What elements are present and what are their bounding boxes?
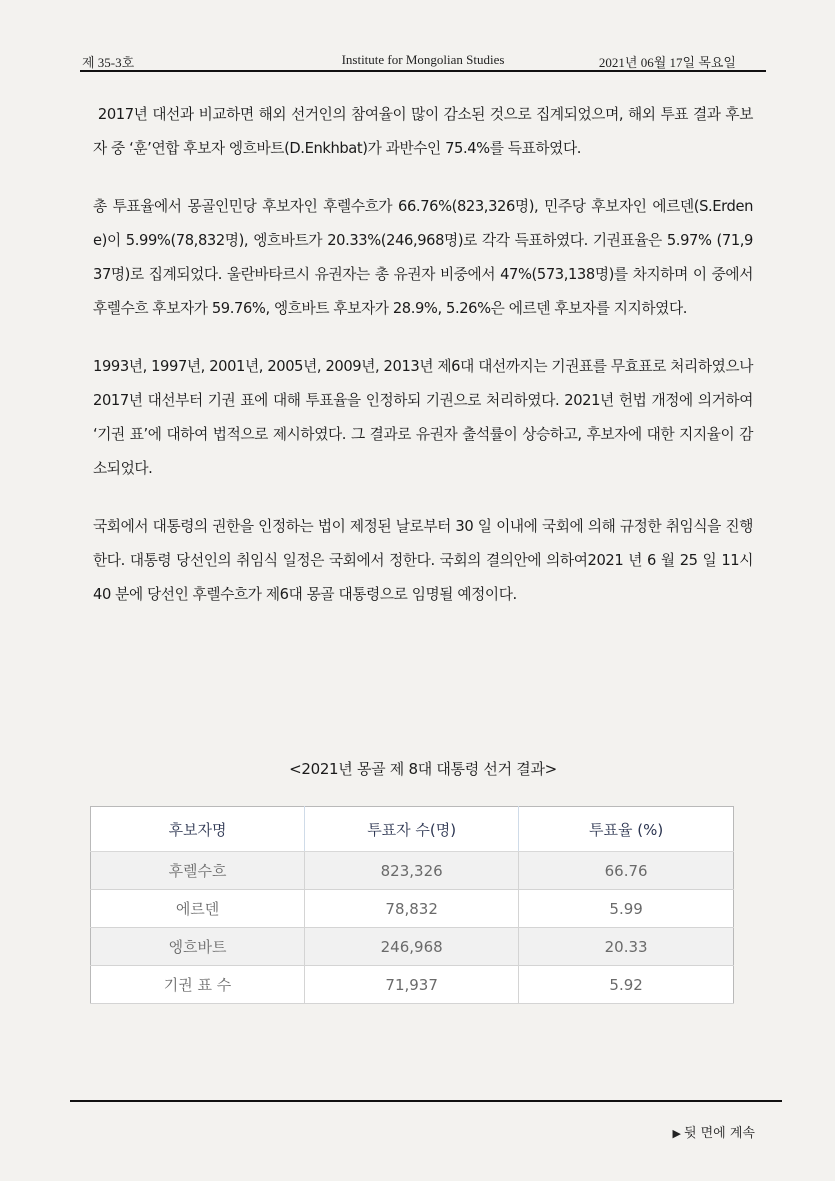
table-header-row (91, 807, 734, 852)
table-row (91, 852, 734, 890)
paragraph-3: 1993년, 1997년, 2001년, 2005년, 2009년, 2013년 제6대 대선까지는 기권표를 무효표로 처리하였으나2017년 대선부터 기권 표에 대해 투표율을 인정하되 기권으로 처리하였다. 2021년 헌법 개정에 의거하여 ‘기권 표’에 대하여 법적으로 제시하였다. 그 결과로 유권자 출석률이 상승하고, 후보자에 대한 지지율이 감소되었다. (93, 358, 753, 477)
candidate-name: 에르덴 (91, 890, 305, 928)
candidate-name: 후렐수흐 (91, 852, 305, 890)
continue-notice (672, 1122, 755, 1141)
vote-count: 246,968 (305, 928, 519, 966)
vote-count: 78,832 (305, 890, 519, 928)
vote-count: 71,937 (305, 966, 519, 1004)
table-row (91, 928, 734, 966)
table-caption: <2021년 몽골 제 8대 대통령 선거 결과> (289, 760, 557, 778)
table-row (91, 890, 734, 928)
continue-text: 뒷 면에 계속 (683, 1126, 755, 1141)
header-divider (80, 70, 766, 72)
column-header-candidate: 후보자명 (91, 807, 305, 852)
paragraph-1: 2017년 대선과 비교하면 해외 선거인의 참여율이 많이 감소된 것으로 집계되었으며, 해외 투표 결과 후보자 중 ‘훈’연합 후보자 엥흐바트(D.Enkhbat)가 과반수인 75.4%를 득표하였다. (93, 106, 753, 157)
column-header-votes: 투표자 수(명) (305, 807, 519, 852)
election-results-table (90, 806, 734, 1004)
page-header (80, 50, 766, 70)
paragraph-2: 총 투표율에서 몽골인민당 후보자인 후렐수흐가 66.76%(823,326명), 민주당 후보자인 에르덴(S.Erdene)이 5.99%(78,832명), 엥흐바트가 20.33%(246,968명)로 각각 득표하였다. 기권표율은 5.97% (71,937명)로 집계되었다. 울란바타르시 유권자는 총 유권자 비중에서 47%(573,138명)를 차지하며 이 중에서 후렐수흐 후보자가 59.76%, 엥흐바트 후보자가 28.9%, 5.26%은 에르덴 후보자를 지지하였다. (93, 198, 753, 317)
play-triangle-icon: ▶ (672, 1127, 681, 1140)
issue-date: 2021년 06월 17일 목요일 (598, 55, 736, 70)
vote-rate: 5.92 (519, 966, 734, 1004)
vote-rate: 66.76 (519, 852, 734, 890)
vote-rate: 5.99 (519, 890, 734, 928)
vote-count: 823,326 (305, 852, 519, 890)
paragraph-4: 국회에서 대통령의 권한을 인정하는 법이 제정된 날로부터 30 일 이내에 국회에 의해 규정한 취임식을 진행한다. 대통령 당선인의 취임식 일정은 국회에서 정한다. 국회의 결의안에 의하여2021 년 6 월 25 일 11시 40 분에 당선인 후렐수흐가 제6대 몽골 대통령으로 임명될 예정이다. (93, 518, 753, 603)
candidate-name: 기권 표 수 (91, 966, 305, 1004)
candidate-name: 엥흐바트 (91, 928, 305, 966)
vote-rate: 20.33 (519, 928, 734, 966)
issue-number: 제 35-3호 (82, 55, 135, 70)
column-header-rate: 투표율 (%) (519, 807, 734, 852)
article-body (93, 98, 753, 636)
institute-name: Institute for Mongolian Studies (341, 52, 505, 67)
table-row (91, 966, 734, 1004)
footer-divider (70, 1100, 782, 1102)
